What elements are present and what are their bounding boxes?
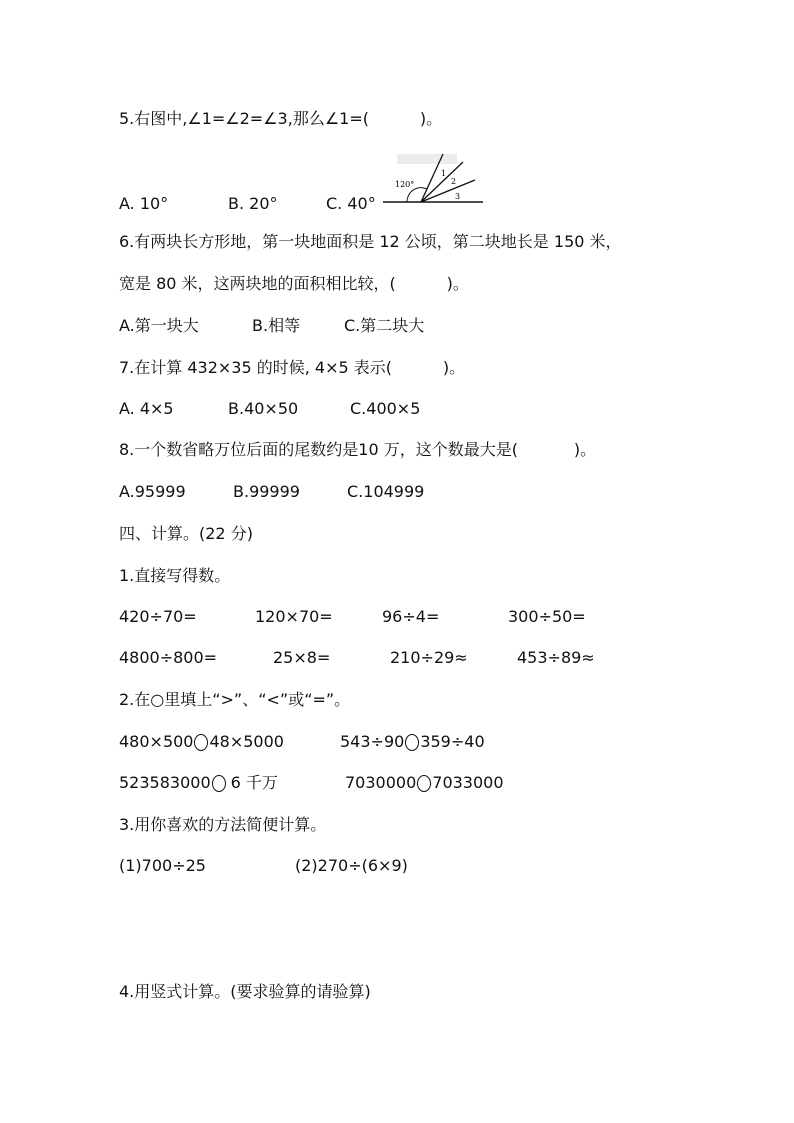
compare-left: 480×500 [119, 732, 194, 751]
q7-option-b: B.40×50 [228, 399, 299, 418]
compare-left: 523583000 [119, 773, 211, 792]
q6-option-c: C.第二块大 [344, 316, 425, 335]
angle-label: 120° [395, 180, 415, 189]
compare-item [340, 731, 485, 753]
part-1-title: 1.直接写得数。 [119, 566, 231, 585]
calc-item: 420÷70= [119, 607, 197, 626]
compare-item [345, 772, 504, 794]
simplify-item-2: (2)270÷(6×9) [295, 856, 408, 875]
q8-option-a: A.95999 [119, 482, 186, 501]
part-4-title: 4.用竖式计算。(要求验算的请验算) [119, 982, 371, 1001]
q6-option-a: A.第一块大 [119, 316, 199, 335]
calc-item: 4800÷800= [119, 648, 218, 667]
compare-left: 7030000 [345, 773, 417, 792]
calc-item: 300÷50= [508, 607, 586, 626]
compare-circle[interactable] [417, 775, 431, 792]
q8-option-b: B.99999 [233, 482, 300, 501]
part-2-title: 2.在○里填上“>”、“<”或“=”。 [119, 690, 351, 709]
part-3-title: 3.用你喜欢的方法简便计算。 [119, 815, 327, 834]
angle-figure [383, 150, 493, 212]
calc-item: 453÷89≈ [517, 648, 595, 667]
angle-2-label: 2 [451, 177, 457, 186]
q7-option-c: C.400×5 [350, 399, 421, 418]
angle-3-label: 3 [455, 192, 461, 201]
calc-item: 96÷4= [382, 607, 440, 626]
compare-circle[interactable] [212, 775, 226, 792]
q6-stem-line1: 6.有两块长方形地，第一块地面积是 12 公顷，第二块地长是 150 米， [119, 232, 622, 251]
q8-option-c: C.104999 [347, 482, 425, 501]
simplify-item-1: (1)700÷25 [119, 856, 206, 875]
angle-1-label: 1 [441, 169, 447, 178]
q6-option-b: B.相等 [252, 316, 301, 335]
compare-item [119, 731, 284, 753]
compare-right: 6 千万 [230, 773, 278, 792]
compare-circle[interactable] [405, 734, 419, 751]
q7-stem: 7.在计算 432×35 的时候, 4×5 表示( )。 [119, 358, 466, 377]
q5-option-a: A. 10° [119, 194, 169, 213]
q5-stem: 5.右图中,∠1=∠2=∠3,那么∠1=( )。 [119, 109, 443, 128]
q5-option-b: B. 20° [228, 194, 278, 213]
section-4-title: 四、计算。(22 分) [119, 524, 253, 543]
compare-circle[interactable] [194, 734, 208, 751]
compare-item [119, 772, 278, 794]
compare-right: 7033000 [432, 773, 504, 792]
compare-right: 359÷40 [420, 732, 485, 751]
q6-stem-line2: 宽是 80 米，这两块地的面积相比较，( )。 [119, 274, 469, 293]
calc-item: 25×8= [273, 648, 331, 667]
calc-item: 210÷29≈ [390, 648, 468, 667]
compare-right: 48×5000 [209, 732, 284, 751]
q5-option-c: C. 40° [326, 194, 376, 213]
q7-option-a: A. 4×5 [119, 399, 174, 418]
compare-left: 543÷90 [340, 732, 405, 751]
calc-item: 120×70= [255, 607, 333, 626]
q8-stem: 8.一个数省略万位后面的尾数约是10 万，这个数最大是( )。 [119, 440, 597, 459]
